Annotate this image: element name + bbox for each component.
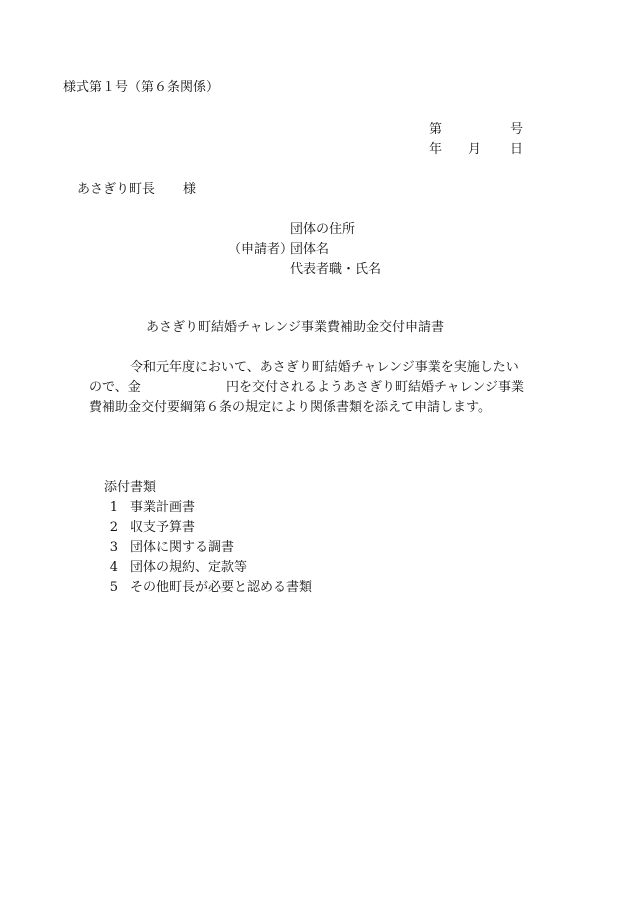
number-suffix: 号 (510, 122, 524, 137)
applicant-address-label: 団体の住所 (290, 222, 356, 237)
attachment-number: 1 (109, 500, 118, 515)
attachment-item: 収支予算書 (130, 520, 196, 535)
body-line-3: 費補助金交付要綱第６条の規定により関係書類を添えて申請します。 (89, 400, 491, 415)
applicant-representative-label: 代表者職・氏名 (290, 262, 382, 277)
attachment-number: 5 (109, 580, 118, 595)
attachment-item: 事業計画書 (130, 500, 196, 515)
applicant-tag: （申請者） (228, 242, 294, 257)
number-prefix: 第 (429, 122, 443, 137)
body-line-2-rest: 円を交付されるようあさぎり町結婚チャレンジ事業 (226, 380, 524, 395)
attachments-heading: 添付書類 (104, 480, 157, 495)
attachment-item: 団体に関する調書 (130, 540, 235, 555)
date-month-label: 月 (468, 142, 482, 157)
attachment-item: その他町長が必要と認める書類 (130, 580, 313, 595)
form-label: 様式第１号（第６条関係） (63, 80, 220, 95)
attachment-item: 団体の規約、定款等 (130, 560, 248, 575)
document-title: あさぎり町結婚チャレンジ事業費補助金交付申請書 (146, 320, 444, 335)
date-year-label: 年 (429, 142, 443, 157)
body-line-1: 令和元年度において、あさぎり町結婚チャレンジ事業を実施したい (130, 360, 519, 375)
applicant-name-label: 団体名 (290, 242, 330, 257)
attachment-number: 2 (109, 520, 118, 535)
addressee-name: あさぎり町長 (77, 182, 156, 197)
addressee-honorific: 様 (183, 182, 197, 197)
attachment-number: 3 (109, 540, 118, 555)
date-day-label: 日 (510, 142, 524, 157)
body-line-2-amount-prefix: ので、金 (89, 380, 141, 395)
attachment-number: 4 (109, 560, 118, 575)
